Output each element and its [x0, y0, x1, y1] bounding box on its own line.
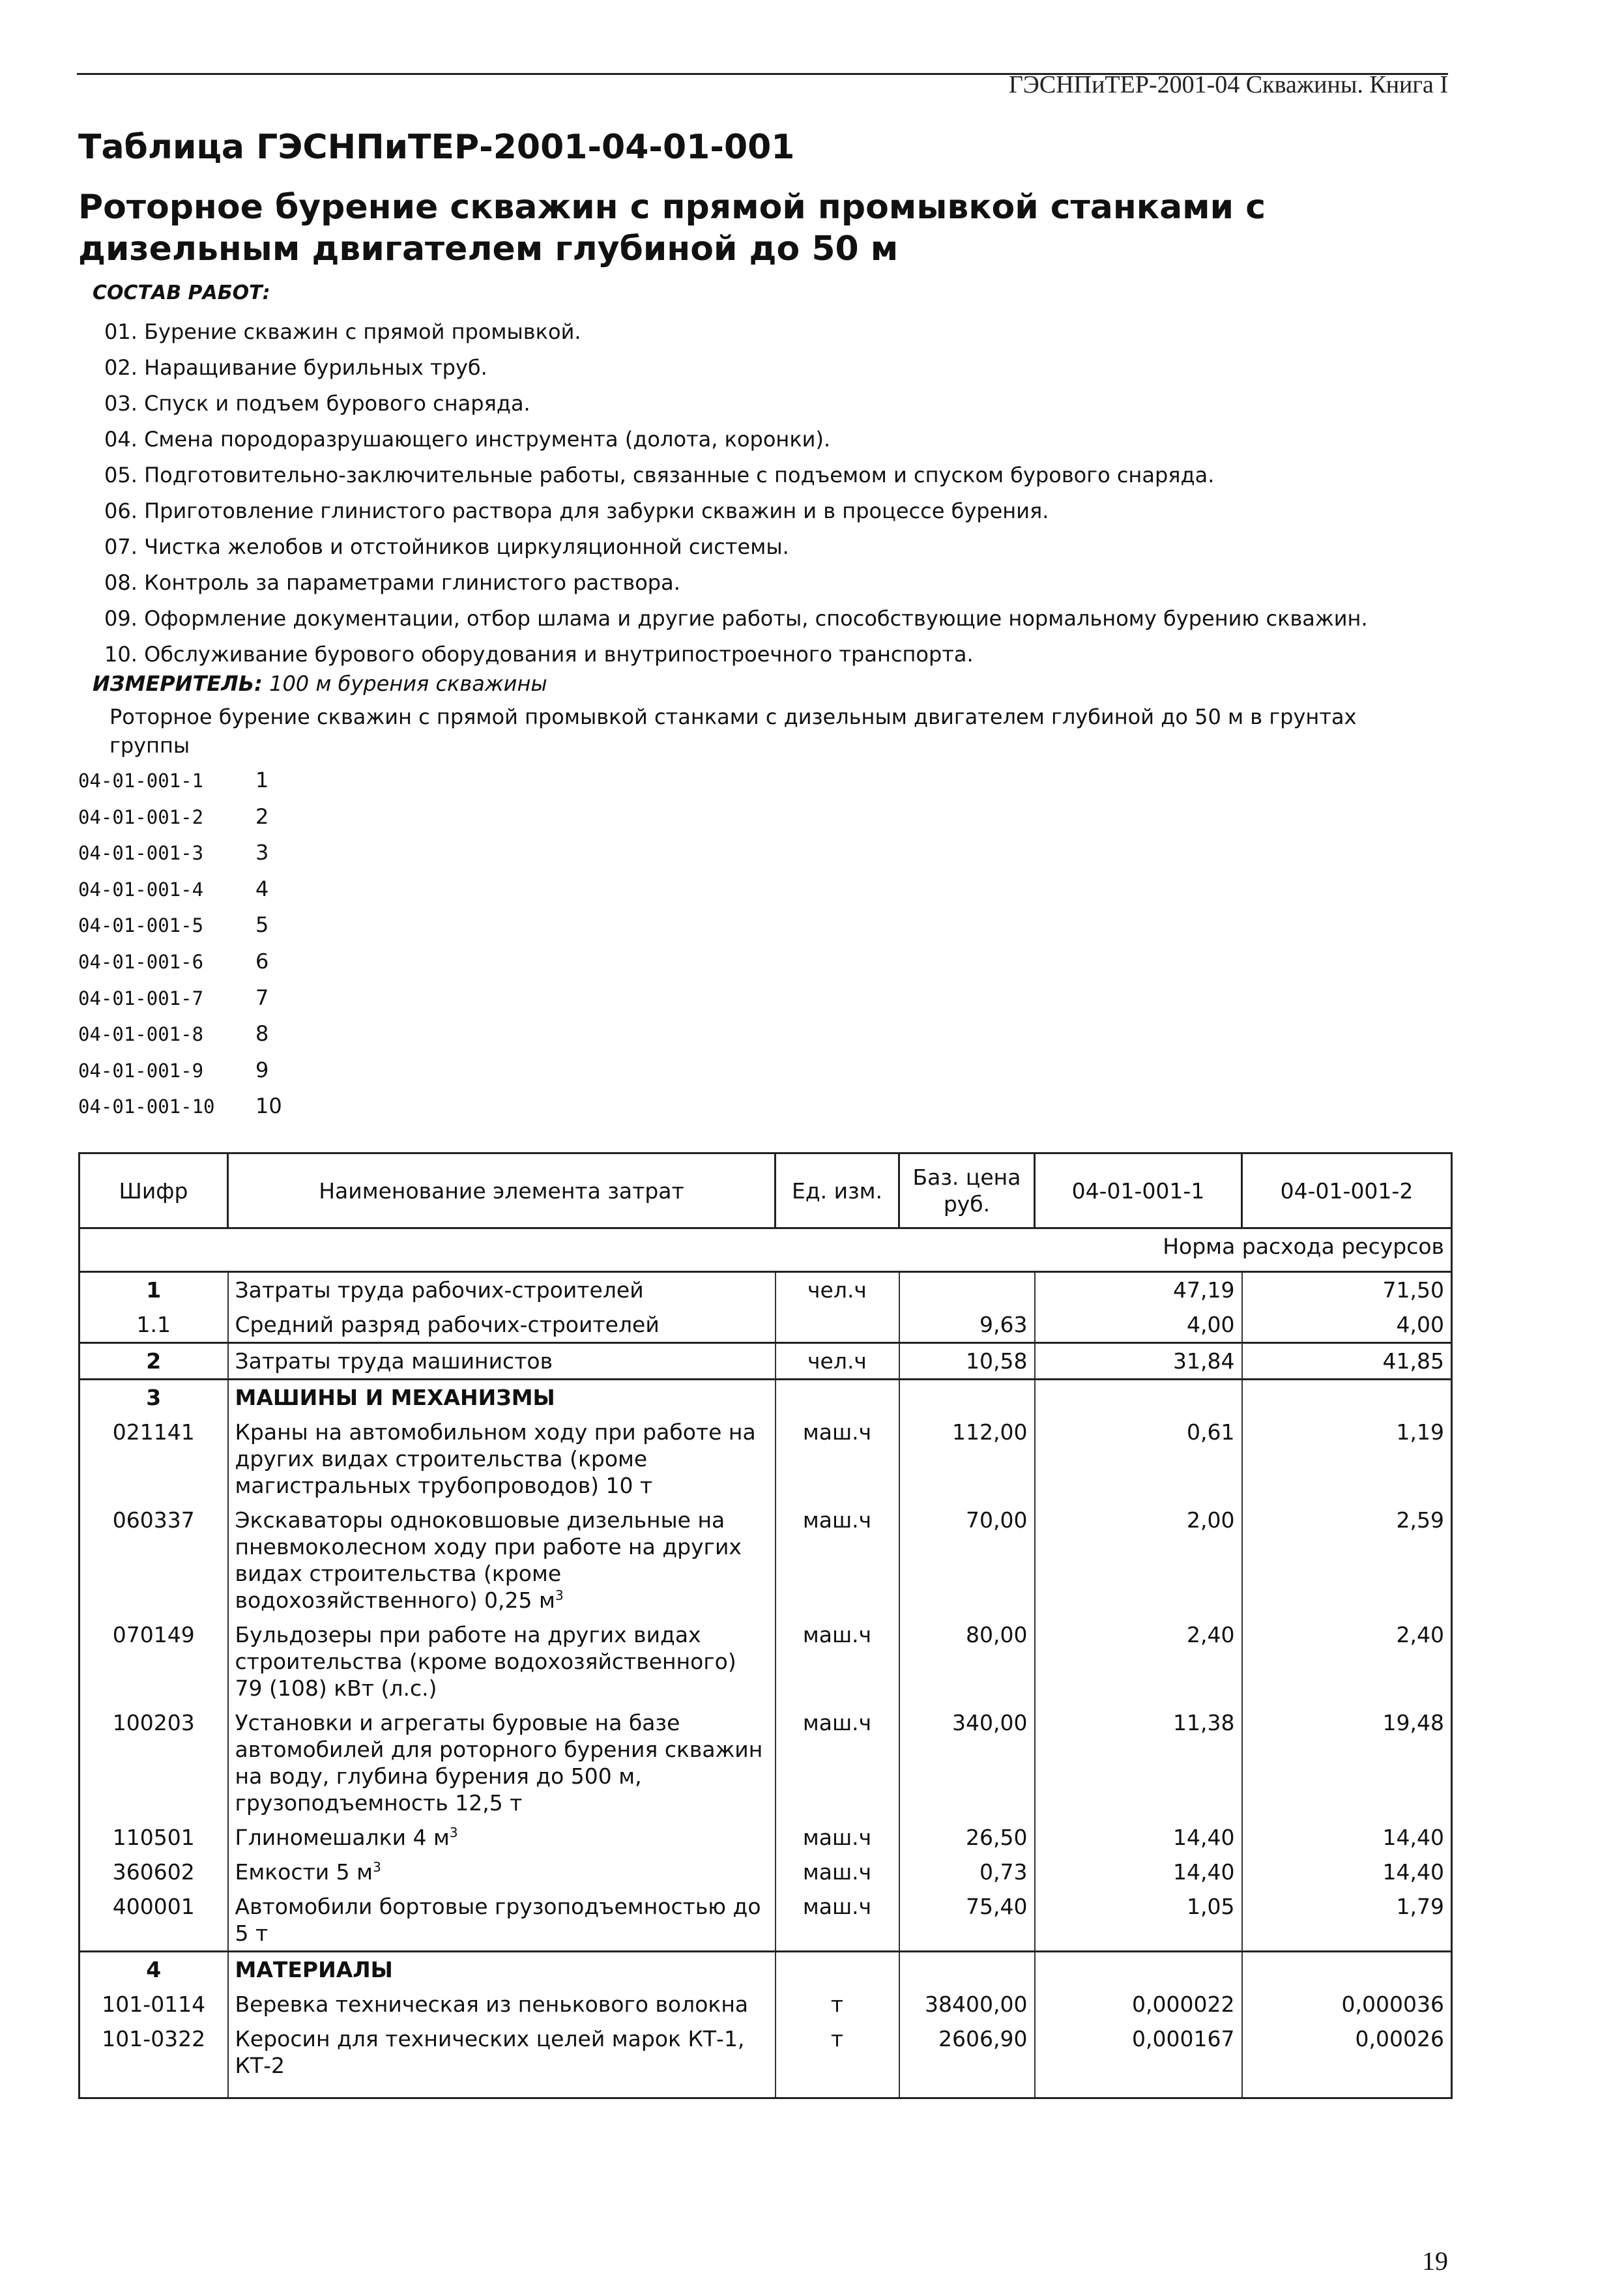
row-norm-2: 1,79 [1242, 1889, 1452, 1952]
row-code: 360602 [80, 1855, 228, 1889]
row-price: 340,00 [899, 1705, 1035, 1820]
row-code: 070149 [80, 1617, 228, 1705]
table-row [80, 2022, 1452, 2098]
row-price: 38400,00 [899, 1987, 1035, 2022]
page-number: 19 [1422, 2246, 1448, 2276]
norm-code: 04-01-001-1 [78, 770, 204, 792]
row-code: 100203 [80, 1705, 228, 1820]
row-name [228, 1343, 776, 1380]
row-unit [776, 1380, 899, 1415]
row-norm-2: 1,19 [1242, 1415, 1452, 1503]
row-price: 0,73 [899, 1855, 1035, 1889]
row-name-text: Емкости 5 м [235, 1859, 373, 1885]
code-item [78, 980, 282, 1017]
row-name [228, 1820, 776, 1855]
running-header: ГЭСНПиТЕР-2001-04 Скважины. Книга I [1008, 71, 1448, 98]
norm-code: 04-01-001-7 [78, 987, 204, 1009]
row-norm-1: 14,40 [1035, 1820, 1242, 1855]
row-name-text: Керосин для технических целей марок КТ-1, КТ-2 [235, 2026, 745, 2078]
row-name [228, 1617, 776, 1705]
table-title: Таблица ГЭСНПиТЕР-2001-04-01-001 [78, 128, 795, 167]
row-name-text: Веревка техническая из пенькового волокна [235, 1992, 749, 2017]
row-norm-2: 71,50 [1242, 1272, 1452, 1308]
table-row [80, 1952, 1452, 1988]
row-norm-1: 2,00 [1035, 1503, 1242, 1617]
work-item: 05. Подготовительно-заключительные работы, связанные с подъемом и спуском бурового снаряда. [104, 463, 1215, 487]
table-header-row [80, 1153, 1452, 1228]
row-unit: т [776, 1987, 899, 2022]
row-norm-1: 0,000167 [1035, 2022, 1242, 2098]
soil-group: 8 [255, 1021, 269, 1047]
norm-code: 04-01-001-5 [78, 914, 204, 937]
row-price: 112,00 [899, 1415, 1035, 1503]
table-row [80, 1307, 1452, 1343]
meter [93, 671, 547, 696]
table-row [80, 1617, 1452, 1705]
row-price [899, 1272, 1035, 1308]
row-code: 400001 [80, 1889, 228, 1952]
resource-table [78, 1152, 1453, 2099]
row-price [899, 1380, 1035, 1415]
work-item: 08. Контроль за параметрами глинистого раствора. [104, 570, 680, 595]
row-code: 1.1 [80, 1307, 228, 1343]
norm-code: 04-01-001-10 [78, 1095, 215, 1118]
col-header-unit: Ед. изм. [776, 1153, 899, 1228]
row-name [228, 1380, 776, 1415]
row-unit: маш.ч [776, 1503, 899, 1617]
row-price: 70,00 [899, 1503, 1035, 1617]
row-price: 9,63 [899, 1307, 1035, 1343]
row-name [228, 2022, 776, 2098]
row-name [228, 1503, 776, 1617]
col-header-norm-1: 04-01-001-1 [1035, 1153, 1242, 1228]
norm-code: 04-01-001-4 [78, 878, 204, 901]
superscript: 3 [373, 1859, 381, 1875]
superscript: 3 [555, 1587, 564, 1603]
row-name [228, 1415, 776, 1503]
norm-code: 04-01-001-2 [78, 805, 204, 828]
row-name [228, 1855, 776, 1889]
row-price: 80,00 [899, 1617, 1035, 1705]
row-price: 2606,90 [899, 2022, 1035, 2098]
row-norm-1: 4,00 [1035, 1307, 1242, 1343]
table-row [80, 1503, 1452, 1617]
soil-group: 9 [255, 1057, 269, 1082]
works-list [104, 314, 1368, 673]
table-row [80, 1889, 1452, 1952]
col-header-name: Наименование элемента затрат [228, 1153, 776, 1228]
row-unit: маш.ч [776, 1820, 899, 1855]
description: Роторное бурение скважин с прямой промывкой станками с дизельным двигателем глубиной до 50 м в грунтах группы [109, 704, 1357, 758]
code-item [78, 762, 282, 799]
row-code: 4 [80, 1952, 228, 1988]
works-label: СОСТАВ РАБОТ: [93, 282, 270, 304]
norm-caption: Норма расхода ресурсов [80, 1228, 1452, 1272]
row-name-text: Глиномешалки 4 м [235, 1825, 450, 1850]
row-norm-1: 11,38 [1035, 1705, 1242, 1820]
col-header-code: Шифр [80, 1153, 228, 1228]
col-header-price: Баз. цена руб. [899, 1153, 1035, 1228]
row-norm-1 [1035, 1952, 1242, 1988]
norm-code: 04-01-001-3 [78, 842, 204, 865]
row-code: 1 [80, 1272, 228, 1308]
code-item [78, 835, 282, 871]
norm-code: 04-01-001-6 [78, 950, 204, 973]
row-unit [776, 1952, 899, 1988]
soil-group: 6 [255, 948, 269, 974]
row-name [228, 1272, 776, 1308]
subtitle: Роторное бурение скважин с прямой промывкой станками с дизельным двигателем глубиной до 50 м [78, 188, 1266, 268]
soil-group: 7 [255, 985, 269, 1010]
row-code: 3 [80, 1380, 228, 1415]
row-norm-1 [1035, 1380, 1242, 1415]
row-code: 101-0322 [80, 2022, 228, 2098]
row-unit: маш.ч [776, 1617, 899, 1705]
row-norm-1: 1,05 [1035, 1889, 1242, 1952]
table-row [80, 1415, 1452, 1503]
row-name-text: Автомобили бортовые грузоподъемностью до 5 т [235, 1894, 761, 1946]
work-item: 02. Наращивание бурильных труб. [104, 355, 487, 380]
row-unit: маш.ч [776, 1855, 899, 1889]
row-name [228, 1889, 776, 1952]
row-norm-2: 2,40 [1242, 1617, 1452, 1705]
row-code: 2 [80, 1343, 228, 1380]
code-item [78, 1052, 282, 1089]
row-unit: чел.ч [776, 1343, 899, 1380]
row-norm-1: 14,40 [1035, 1855, 1242, 1889]
row-name-text: Установки и агрегаты буровые на базе автомобилей для роторного бурения скважин на воду, глубина бурения до 500 м, грузоподъемность 12,5 т [235, 1710, 763, 1816]
norm-code: 04-01-001-8 [78, 1023, 204, 1046]
work-item: 03. Спуск и подъем бурового снаряда. [104, 391, 530, 416]
code-item [78, 944, 282, 980]
row-code: 021141 [80, 1415, 228, 1503]
row-unit: т [776, 2022, 899, 2098]
row-norm-2: 4,00 [1242, 1307, 1452, 1343]
row-norm-1: 0,61 [1035, 1415, 1242, 1503]
row-name-text: Краны на автомобильном ходу при работе на других видах строительства (кроме магистральных трубопроводов) 10 т [235, 1419, 756, 1498]
row-name [228, 1705, 776, 1820]
table-row [80, 1380, 1452, 1415]
soil-group: 4 [255, 876, 269, 901]
row-name-text: Затраты труда рабочих-строителей [235, 1277, 644, 1303]
row-norm-2: 14,40 [1242, 1855, 1452, 1889]
table-row [80, 1272, 1452, 1308]
soil-group: 10 [255, 1094, 282, 1119]
row-name-text: Средний разряд рабочих-строителей [235, 1312, 660, 1337]
soil-group: 5 [255, 912, 269, 938]
row-norm-2: 2,59 [1242, 1503, 1452, 1617]
code-item [78, 907, 282, 944]
code-item [78, 799, 282, 835]
row-name [228, 1987, 776, 2022]
row-price [899, 1952, 1035, 1988]
norm-code: 04-01-001-9 [78, 1059, 204, 1082]
row-unit: маш.ч [776, 1889, 899, 1952]
row-unit: маш.ч [776, 1415, 899, 1503]
row-name-text: МАТЕРИАЛЫ [235, 1957, 393, 1982]
soil-group: 3 [255, 840, 269, 865]
table-row [80, 1855, 1452, 1889]
row-norm-2: 0,000036 [1242, 1987, 1452, 2022]
row-norm-2: 19,48 [1242, 1705, 1452, 1820]
work-item: 10. Обслуживание бурового оборудования и внутрипостроечного транспорта. [104, 642, 974, 667]
work-item: 07. Чистка желобов и отстойников циркуляционной системы. [104, 534, 789, 559]
row-unit: маш.ч [776, 1705, 899, 1820]
row-name-text: Экскаваторы одноковшовые дизельные на пневмоколесном ходу при работе на других видах строительства (кроме водохозяйственного) 0,25 м [235, 1507, 742, 1613]
row-price: 26,50 [899, 1820, 1035, 1855]
table-row [80, 1987, 1452, 2022]
row-norm-1: 0,000022 [1035, 1987, 1242, 2022]
row-norm-2 [1242, 1380, 1452, 1415]
table-row [80, 1705, 1452, 1820]
table-row [80, 1343, 1452, 1380]
work-item: 04. Смена породоразрушающего инструмента (долота, коронки). [104, 427, 831, 452]
row-code: 110501 [80, 1820, 228, 1855]
work-item: 09. Оформление документации, отбор шлама и другие работы, способствующие нормальному бурению скважин. [104, 606, 1368, 631]
row-name [228, 1307, 776, 1343]
row-norm-1: 31,84 [1035, 1343, 1242, 1380]
work-item: 01. Бурение скважин с прямой промывкой. [104, 319, 581, 344]
row-code: 101-0114 [80, 1987, 228, 2022]
row-price: 75,40 [899, 1889, 1035, 1952]
table-row [80, 1820, 1452, 1855]
row-name [228, 1952, 776, 1988]
soil-group: 1 [255, 768, 269, 792]
row-name-text: МАШИНЫ И МЕХАНИЗМЫ [235, 1385, 555, 1410]
meter-value: 100 м бурения скважины [269, 671, 547, 696]
col-header-norm-2: 04-01-001-2 [1242, 1153, 1452, 1228]
norm-caption-row [80, 1228, 1452, 1272]
row-norm-2: 41,85 [1242, 1343, 1452, 1380]
row-code: 060337 [80, 1503, 228, 1617]
row-norm-2: 14,40 [1242, 1820, 1452, 1855]
row-norm-1: 47,19 [1035, 1272, 1242, 1308]
row-unit: чел.ч [776, 1272, 899, 1308]
soil-group: 2 [255, 804, 269, 829]
code-list [78, 762, 282, 1125]
work-item: 06. Приготовление глинистого раствора для забурки скважин и в процессе бурения. [104, 499, 1049, 523]
code-item [78, 1016, 282, 1052]
row-unit [776, 1307, 899, 1343]
code-item [78, 1088, 282, 1125]
row-name-text: Затраты труда машинистов [235, 1348, 553, 1374]
meter-label: ИЗМЕРИТЕЛЬ: [93, 671, 263, 696]
code-item [78, 871, 282, 908]
row-price: 10,58 [899, 1343, 1035, 1380]
superscript: 3 [449, 1825, 458, 1840]
row-norm-1: 2,40 [1035, 1617, 1242, 1705]
row-norm-2 [1242, 1952, 1452, 1988]
row-name-text: Бульдозеры при работе на других видах строительства (кроме водохозяйственного) 79 (108) кВт (л.с.) [235, 1622, 736, 1701]
row-norm-2: 0,00026 [1242, 2022, 1452, 2098]
